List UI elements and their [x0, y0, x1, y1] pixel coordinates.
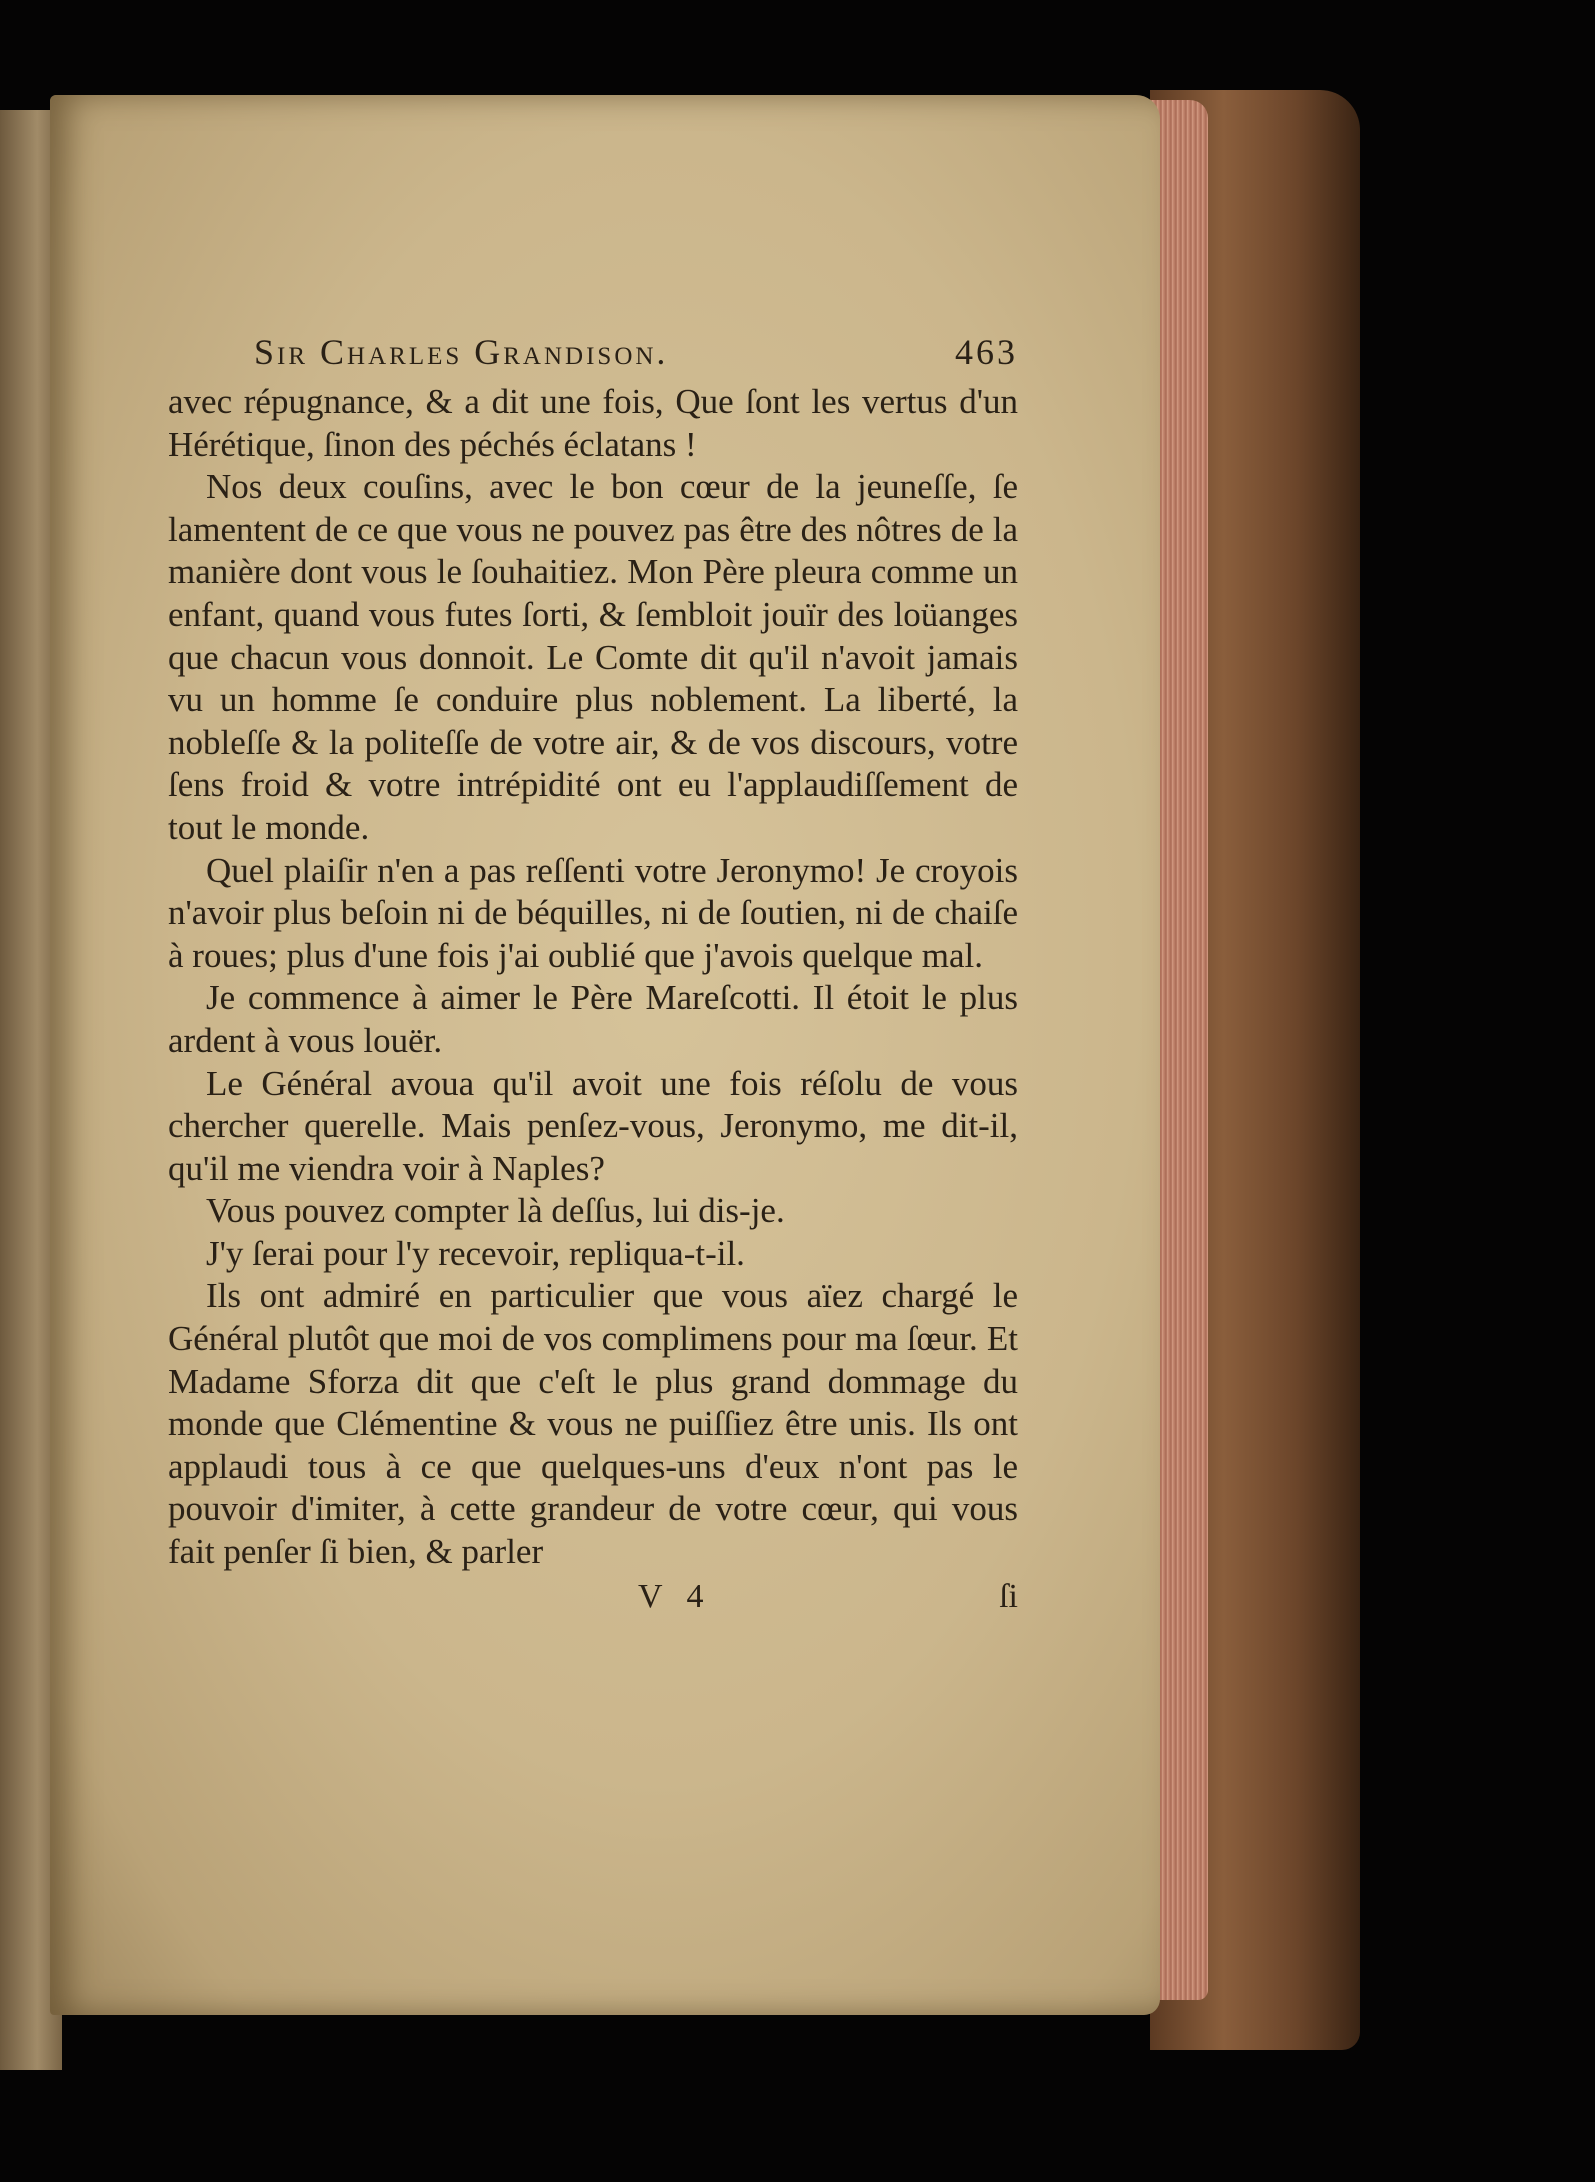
running-header: [168, 331, 1018, 373]
signature-mark: V 4: [638, 1577, 712, 1615]
page-number: 463: [955, 332, 1018, 372]
paragraph: Le Général avoua qu'il avoit une fois réſolu de vous chercher querelle. Mais penſez-vous, Jeronymo, me dit-il, qu'il me viendra voir à Naples?: [168, 1063, 1018, 1188]
paragraph: Nos deux couſins, avec le bon cœur de la jeuneſſe, ſe lamentent de ce que vous ne pouvez pas être des nôtres de la manière dont vous le ſouhaitiez. Mon Père pleura comme un enfant, quand vous futes ſorti, & ſembloit jouïr des loüanges que chacun vous donnoit. Le Comte dit qu'il n'avoit jamais vu un homme ſe conduire plus noblement. La liberté, la nobleſſe & la politeſſe de votre air, & de vos discours, votre ſens froid & votre intrépidité ont eu l'applaudiſſement de tout le monde.: [168, 467, 1018, 847]
paragraph: J'y ſerai pour l'y recevoir, repliqua-t-il.: [206, 1233, 745, 1273]
paragraph: Je commence à aimer le Père Mareſcotti. Il étoit le plus ardent à vous louër.: [168, 978, 1018, 1060]
paragraph: Ils ont admiré en particulier que vous aïez chargé le Général plutôt que moi de vos complimens pour ma ſœur. Et Madame Sforza dit que c'eſt le plus grand dommage du monde que Clémentine & vous ne puiſſiez être unis. Ils ont applaudi tous à ce que quelques-uns d'eux n'ont pas le pouvoir d'imiter, à cette grandeur de votre cœur, qui vous fait penſer ſi bien, & parler: [168, 1276, 1018, 1572]
body-text: [168, 381, 1018, 1574]
running-title: Sir Charles Grandison.: [254, 332, 669, 372]
book-page: [50, 95, 1160, 2015]
paragraph: Quel plaiſir n'en a pas reſſenti votre Jeronymo! Je croyois n'avoir plus beſoin ni de béquilles, ni de ſoutien, ni de chaiſe à roues; plus d'une fois j'ai oublié que j'avois quelque mal.: [168, 850, 1018, 975]
paragraph: avec répugnance, & a dit une fois, Que ſont les vertus d'un Hérétique, ſinon des péchés éclatans !: [168, 382, 1018, 464]
page-footer: [168, 1578, 1018, 1622]
text-block: [168, 331, 1018, 1622]
paragraph: Vous pouvez compter là deſſus, lui dis-je.: [206, 1191, 785, 1231]
catchword: ſi: [999, 1577, 1018, 1615]
